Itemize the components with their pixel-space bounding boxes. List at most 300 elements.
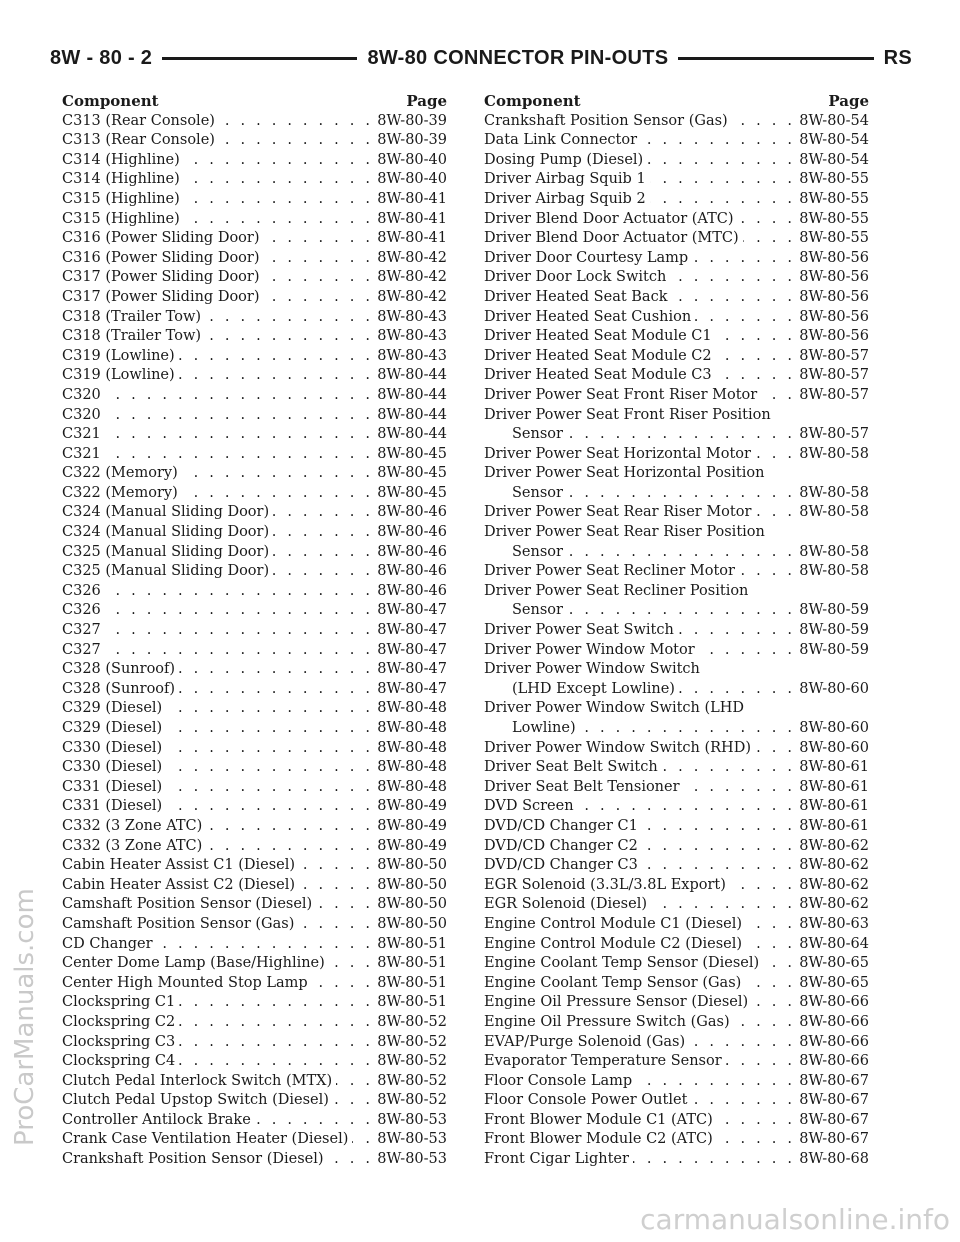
- entry-name: C329 (Diesel): [62, 700, 163, 717]
- index-entry: [484, 974, 869, 994]
- entry-name-line1: Driver Power Seat Front Riser Position: [484, 406, 771, 423]
- entry-name-line1: Driver Power Window Switch: [484, 661, 700, 678]
- dot-leader: [755, 503, 795, 523]
- index-entry: [62, 1072, 447, 1092]
- dot-leader: [179, 680, 373, 700]
- index-entry: [62, 562, 447, 582]
- watermark-side: ProCarManuals.com: [10, 888, 40, 1146]
- entry-page: 8W-80-59: [799, 641, 869, 658]
- entry-name: Center High Mounted Stop Lamp: [62, 974, 308, 991]
- entry-page: 8W-80-58: [799, 543, 869, 560]
- entry-page: 8W-80-47: [377, 622, 447, 639]
- index-entry: [62, 1013, 447, 1033]
- entry-name: Driver Door Courtesy Lamp: [484, 249, 689, 266]
- entry-page: 8W-80-51: [377, 935, 447, 952]
- dot-leader: [184, 170, 373, 190]
- entry-name: Driver Power Window Switch (RHD): [484, 739, 751, 756]
- index-entry: [62, 406, 447, 426]
- entry-page: 8W-80-41: [377, 190, 447, 207]
- entry-page: 8W-80-57: [799, 347, 869, 364]
- entry-page: 8W-80-68: [799, 1151, 869, 1168]
- dot-leader: [273, 562, 373, 582]
- entry-name: Engine Control Module C1 (Diesel): [484, 915, 743, 932]
- entry-name: Driver Power Seat Front Riser Motor: [484, 386, 758, 403]
- dot-leader: [184, 190, 373, 210]
- entry-name: C317 (Power Sliding Door): [62, 269, 260, 286]
- dot-leader: [179, 347, 374, 367]
- entry-page: 8W-80-52: [377, 1053, 447, 1070]
- dot-leader: [166, 758, 373, 778]
- dot-leader: [105, 406, 373, 426]
- dot-leader: [567, 425, 795, 445]
- entry-page: 8W-80-48: [377, 720, 447, 736]
- index-entry: [484, 366, 869, 386]
- index-entry: [484, 856, 869, 876]
- entry-name: Floor Console Lamp: [484, 1072, 633, 1089]
- entry-page: 8W-80-49: [377, 817, 447, 834]
- entry-name: Engine Oil Pressure Switch (Gas): [484, 1013, 730, 1030]
- entry-page: 8W-80-44: [377, 426, 447, 443]
- entry-name: Cabin Heater Assist C2 (Diesel): [62, 876, 296, 893]
- index-entry: [62, 425, 447, 445]
- entry-name: C332 (3 Zone ATC): [62, 817, 203, 834]
- entry-page: 8W-80-59: [799, 602, 869, 619]
- entry-name: Driver Airbag Squib 2: [484, 190, 646, 207]
- dot-leader: [206, 837, 373, 857]
- entry-page: 8W-80-58: [799, 504, 869, 521]
- entry-name: Front Blower Module C2 (ATC): [484, 1131, 713, 1148]
- entry-name: Crankshaft Position Sensor (Diesel): [62, 1151, 324, 1168]
- index-entry: [62, 974, 447, 994]
- entry-name: C322 (Memory): [62, 484, 178, 501]
- index-entry: [484, 268, 869, 288]
- index-entry: [484, 406, 869, 445]
- entry-name: C319 (Lowline): [62, 367, 175, 384]
- entry-name: C320: [62, 406, 101, 423]
- index-entry: [484, 523, 869, 562]
- entry-name: Engine Oil Pressure Sensor (Diesel): [484, 994, 749, 1011]
- dot-leader: [662, 758, 796, 778]
- index-entry: [62, 131, 447, 151]
- entry-page: 8W-80-67: [799, 1111, 869, 1128]
- index-entry: [484, 288, 869, 308]
- entry-page: 8W-80-52: [377, 1033, 447, 1050]
- dot-leader: [734, 1013, 796, 1033]
- entry-name: DVD/CD Changer C3: [484, 857, 638, 874]
- dot-leader: [738, 210, 796, 230]
- entry-name-line1: Driver Power Seat Recliner Position: [484, 582, 749, 599]
- entry-name: Lowline): [512, 720, 576, 736]
- index-entry: [484, 562, 869, 582]
- entry-page: 8W-80-56: [799, 269, 869, 286]
- index-entry: [484, 347, 869, 367]
- entry-name: DVD/CD Changer C2: [484, 837, 638, 854]
- index-entry: [62, 817, 447, 837]
- entry-page: 8W-80-48: [377, 759, 447, 776]
- entry-page: 8W-80-66: [799, 994, 869, 1011]
- entry-name: C318 (Trailer Tow): [62, 308, 202, 325]
- entry-page: 8W-80-63: [799, 915, 869, 932]
- column-header: [484, 92, 869, 112]
- dot-leader: [642, 856, 795, 876]
- dot-leader: [179, 1013, 373, 1033]
- entry-name: C316 (Power Sliding Door): [62, 249, 260, 266]
- index-entry: [484, 327, 869, 347]
- entry-name: Driver Power Seat Rear Riser Motor: [484, 504, 752, 521]
- dot-leader: [328, 1150, 374, 1170]
- entry-page: 8W-80-46: [377, 563, 447, 580]
- entry-name: Camshaft Position Sensor (Gas): [62, 915, 295, 932]
- entry-page: 8W-80-55: [799, 171, 869, 188]
- entry-name: C321: [62, 426, 101, 443]
- entry-name: C315 (Highline): [62, 210, 180, 227]
- dot-leader: [717, 1130, 795, 1150]
- entry-page: 8W-80-40: [377, 171, 447, 188]
- dot-leader: [273, 523, 373, 543]
- entry-name: Center Dome Lamp (Base/Highline): [62, 955, 325, 972]
- entry-name: Cabin Heater Assist C1 (Diesel): [62, 857, 296, 874]
- entry-name: C316 (Power Sliding Door): [62, 230, 260, 247]
- dot-leader: [755, 739, 795, 759]
- entry-page: 8W-80-62: [799, 857, 869, 874]
- entry-name: C330 (Diesel): [62, 759, 163, 776]
- entry-page: 8W-80-67: [799, 1072, 869, 1089]
- page-title: 8W-80 CONNECTOR PIN-OUTS: [367, 46, 669, 69]
- entry-page: 8W-80-42: [377, 288, 447, 305]
- index-entry: [62, 523, 447, 543]
- entry-name: Camshaft Position Sensor (Diesel): [62, 896, 313, 913]
- page-heading: Page: [828, 92, 869, 110]
- entry-page: 8W-80-50: [377, 876, 447, 893]
- index-entry: [62, 935, 447, 955]
- index-entry: [484, 876, 869, 896]
- dot-leader: [329, 954, 373, 974]
- entry-page: 8W-80-62: [799, 896, 869, 913]
- entry-page: 8W-80-50: [377, 857, 447, 874]
- index-entry: [62, 347, 447, 367]
- entry-name: C327: [62, 641, 101, 658]
- entry-page: 8W-80-48: [377, 739, 447, 756]
- index-entry: [62, 190, 447, 210]
- entry-page: 8W-80-43: [377, 347, 447, 364]
- entry-page: 8W-80-52: [377, 1092, 447, 1109]
- dot-leader: [264, 249, 374, 269]
- entry-name: C324 (Manual Sliding Door): [62, 524, 270, 541]
- index-entry: [484, 445, 869, 465]
- entry-name: Front Blower Module C1 (ATC): [484, 1111, 713, 1128]
- entry-page: 8W-80-47: [377, 602, 447, 619]
- entry-name: C318 (Trailer Tow): [62, 328, 202, 345]
- dot-leader: [716, 327, 796, 347]
- dot-leader: [205, 308, 373, 328]
- dot-leader: [726, 1052, 796, 1072]
- entry-page: 8W-80-61: [799, 759, 869, 776]
- entry-page: 8W-80-67: [799, 1092, 869, 1109]
- entry-page: 8W-80-58: [799, 563, 869, 580]
- entry-page: 8W-80-64: [799, 935, 869, 952]
- entry-name: Driver Heated Seat Module C2: [484, 347, 712, 364]
- index-entry: [62, 1091, 447, 1111]
- index-entry: [484, 699, 869, 738]
- dot-leader: [752, 993, 795, 1013]
- entry-name: C325 (Manual Sliding Door): [62, 563, 270, 580]
- dot-leader: [642, 837, 795, 857]
- index-entry: [62, 464, 447, 484]
- entry-name: C324 (Manual Sliding Door): [62, 504, 270, 521]
- dot-leader: [179, 1052, 373, 1072]
- index-entry: [62, 151, 447, 171]
- component-list: [62, 112, 447, 1170]
- entry-page: 8W-80-45: [377, 484, 447, 501]
- dot-leader: [182, 464, 373, 484]
- index-entry: [62, 543, 447, 563]
- dot-leader: [763, 954, 795, 974]
- dot-leader: [761, 386, 795, 406]
- index-entry: [484, 954, 869, 974]
- index-entry: [62, 1150, 447, 1170]
- entry-page: 8W-80-40: [377, 151, 447, 168]
- entry-name: Driver Airbag Squib 1: [484, 171, 646, 188]
- index-entry: [62, 1111, 447, 1131]
- entry-name: Driver Power Seat Switch: [484, 622, 674, 639]
- entry-page: 8W-80-66: [799, 1053, 869, 1070]
- page-number: 8W - 80 - 2: [50, 46, 153, 69]
- dot-leader: [730, 876, 795, 896]
- index-entry: [62, 582, 447, 602]
- entry-page: 8W-80-42: [377, 249, 447, 266]
- dot-leader: [633, 1150, 795, 1170]
- entry-name: EGR Solenoid (Diesel): [484, 896, 647, 913]
- entry-name: Engine Coolant Temp Sensor (Diesel): [484, 955, 760, 972]
- index-entry: [484, 739, 869, 759]
- index-entry: [62, 1130, 447, 1150]
- entry-page: 8W-80-49: [377, 837, 447, 854]
- entry-page: 8W-80-51: [377, 955, 447, 972]
- entry-page: 8W-80-51: [377, 994, 447, 1011]
- entry-page: 8W-80-52: [377, 1072, 447, 1089]
- entry-page: 8W-80-48: [377, 778, 447, 795]
- entry-name: C326: [62, 582, 101, 599]
- index-entry: [484, 464, 869, 503]
- entry-page: 8W-80-53: [377, 1151, 447, 1168]
- index-entry: [62, 503, 447, 523]
- entry-name: Evaporator Temperature Sensor: [484, 1053, 722, 1070]
- dot-leader: [716, 366, 796, 386]
- entry-page: 8W-80-56: [799, 288, 869, 305]
- index-entry: [62, 915, 447, 935]
- entry-name: C319 (Lowline): [62, 347, 175, 364]
- entry-page: 8W-80-46: [377, 582, 447, 599]
- entry-page: 8W-80-61: [799, 778, 869, 795]
- section-code: RS: [883, 46, 913, 69]
- entry-name: C313 (Rear Console): [62, 112, 215, 129]
- index-entry: [62, 778, 447, 798]
- entry-name: C326: [62, 602, 101, 619]
- entry-page: 8W-80-61: [799, 798, 869, 815]
- index-entry: [484, 1111, 869, 1131]
- entry-name: C330 (Diesel): [62, 739, 163, 756]
- dot-leader: [743, 229, 796, 249]
- index-entry: [484, 797, 869, 817]
- entry-name: Controller Antilock Brake: [62, 1111, 251, 1128]
- component-list: [484, 112, 869, 1170]
- dot-leader: [105, 582, 373, 602]
- dot-leader: [650, 190, 796, 210]
- index-entry: [484, 582, 869, 621]
- dot-leader: [179, 660, 373, 680]
- entry-page: 8W-80-44: [377, 367, 447, 384]
- dot-leader: [298, 915, 373, 935]
- entry-name: Sensor: [512, 543, 563, 560]
- watermark-bottom: carmanualsonline.info: [640, 1203, 950, 1236]
- entry-page: 8W-80-66: [799, 1013, 869, 1030]
- entry-name: Driver Power Seat Horizontal Motor: [484, 445, 751, 462]
- index-entry: [62, 366, 447, 386]
- entry-page: 8W-80-62: [799, 876, 869, 893]
- dot-leader: [691, 1091, 795, 1111]
- entry-name: Crankshaft Position Sensor (Gas): [484, 112, 728, 129]
- entry-page: 8W-80-45: [377, 465, 447, 482]
- entry-page: 8W-80-47: [377, 661, 447, 678]
- index-entry: [62, 1033, 447, 1053]
- dot-leader: [166, 778, 373, 798]
- entry-page: 8W-80-54: [799, 112, 869, 129]
- index-entry: [62, 699, 447, 719]
- dot-leader: [299, 876, 373, 896]
- entry-name: C314 (Highline): [62, 171, 180, 188]
- index-entry: [62, 249, 447, 269]
- index-entry: [484, 503, 869, 523]
- entry-page: 8W-80-43: [377, 308, 447, 325]
- index-entry: [484, 1150, 869, 1170]
- entry-page: 8W-80-55: [799, 190, 869, 207]
- entry-name: C327: [62, 622, 101, 639]
- index-entry: [62, 758, 447, 778]
- entry-page: 8W-80-56: [799, 308, 869, 325]
- index-entry: [484, 131, 869, 151]
- index-entry: [62, 308, 447, 328]
- index-entry: [484, 386, 869, 406]
- index-entry: [484, 993, 869, 1013]
- dot-leader: [166, 797, 373, 817]
- dot-leader: [312, 974, 374, 994]
- entry-name: Data Link Connector: [484, 132, 638, 149]
- index-entry: [484, 112, 869, 132]
- entry-name: Driver Power Seat Recliner Motor: [484, 563, 735, 580]
- index-entry: [484, 190, 869, 210]
- entry-name: Driver Door Lock Switch: [484, 269, 667, 286]
- index-entry: [62, 660, 447, 680]
- dot-leader: [567, 543, 795, 563]
- entry-name: Clockspring C1: [62, 994, 176, 1011]
- entry-page: 8W-80-60: [799, 739, 869, 756]
- entry-page: 8W-80-62: [799, 837, 869, 854]
- entry-name: C317 (Power Sliding Door): [62, 288, 260, 305]
- dot-leader: [333, 1091, 373, 1111]
- dot-leader: [184, 210, 373, 230]
- index-entry: [62, 327, 447, 347]
- index-column-left: [62, 92, 447, 1170]
- entry-name: CD Changer: [62, 935, 153, 952]
- dot-leader: [166, 719, 373, 739]
- index-entry: [484, 621, 869, 641]
- entry-page: 8W-80-58: [799, 484, 869, 501]
- entry-page: 8W-80-60: [799, 680, 869, 697]
- dot-leader: [755, 445, 795, 465]
- dot-leader: [678, 621, 795, 641]
- dot-leader: [273, 543, 373, 563]
- dot-leader: [264, 229, 374, 249]
- dot-leader: [746, 915, 795, 935]
- entry-name: C332 (3 Zone ATC): [62, 837, 203, 854]
- index-entry: [484, 895, 869, 915]
- dot-leader: [580, 719, 796, 739]
- entry-name: Front Cigar Lighter: [484, 1151, 629, 1168]
- entry-name: Engine Coolant Temp Sensor (Gas): [484, 974, 742, 991]
- entry-page: 8W-80-53: [377, 1131, 447, 1148]
- entry-name: Sensor: [512, 602, 563, 619]
- entry-page: 8W-80-51: [377, 974, 447, 991]
- entry-name: C314 (Highline): [62, 151, 180, 168]
- entry-name: C320: [62, 386, 101, 403]
- dot-leader: [567, 484, 795, 504]
- entry-page: 8W-80-56: [799, 249, 869, 266]
- entry-name: DVD/CD Changer C1: [484, 817, 638, 834]
- dot-leader: [650, 170, 796, 190]
- entry-name: EVAP/Purge Solenoid (Gas): [484, 1033, 686, 1050]
- dot-leader: [255, 1111, 373, 1131]
- entry-name: Dosing Pump (Diesel): [484, 151, 644, 168]
- dot-leader: [179, 366, 374, 386]
- dot-leader: [105, 641, 373, 661]
- page-header: [50, 44, 912, 72]
- index-entry: [62, 797, 447, 817]
- entry-page: 8W-80-45: [377, 445, 447, 462]
- entry-page: 8W-80-57: [799, 386, 869, 403]
- entry-name: Driver Heated Seat Module C1: [484, 328, 712, 345]
- entry-page: 8W-80-47: [377, 680, 447, 697]
- dot-leader: [578, 797, 796, 817]
- entry-page: 8W-80-66: [799, 1033, 869, 1050]
- entry-page: 8W-80-57: [799, 426, 869, 443]
- index-entry: [484, 1091, 869, 1111]
- index-entry: [62, 288, 447, 308]
- dot-leader: [205, 327, 373, 347]
- entry-page: 8W-80-42: [377, 269, 447, 286]
- index-entry: [62, 268, 447, 288]
- entry-page: 8W-80-55: [799, 210, 869, 227]
- entry-page: 8W-80-41: [377, 210, 447, 227]
- index-entry: [484, 915, 869, 935]
- index-entry: [484, 151, 869, 171]
- index-entry: [484, 1072, 869, 1092]
- index-entry: [484, 229, 869, 249]
- dot-leader: [316, 895, 373, 915]
- dot-leader: [157, 935, 374, 955]
- entry-page: 8W-80-44: [377, 406, 447, 423]
- index-entry: [62, 484, 447, 504]
- entry-name: Floor Console Power Outlet: [484, 1092, 688, 1109]
- index-entry: [484, 249, 869, 269]
- index-entry: [484, 660, 869, 699]
- dot-leader: [219, 112, 373, 132]
- entry-name: Clockspring C2: [62, 1013, 176, 1030]
- dot-leader: [105, 621, 373, 641]
- entry-name: (LHD Except Lowline): [512, 680, 675, 697]
- entry-name: C313 (Rear Console): [62, 132, 215, 149]
- index-entry: [484, 778, 869, 798]
- dot-leader: [651, 895, 795, 915]
